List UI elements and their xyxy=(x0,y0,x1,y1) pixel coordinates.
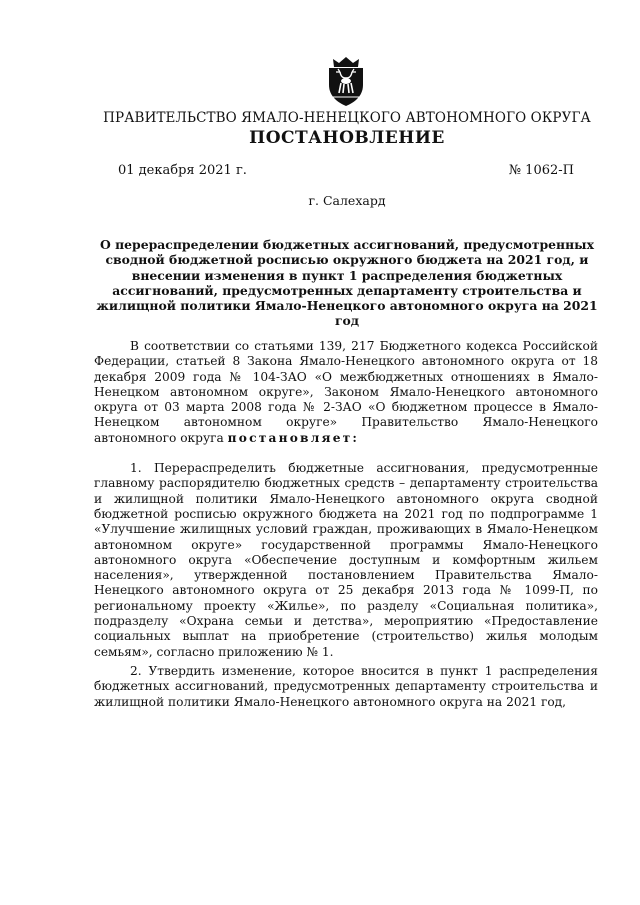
preamble-paragraph xyxy=(94,339,598,446)
document-body xyxy=(94,339,598,710)
document-number: № 1062-П xyxy=(508,163,574,178)
decree-word: постановляет: xyxy=(227,430,360,445)
government-name: ПРАВИТЕЛЬСТВО ЯМАЛО-НЕНЕЦКОГО АВТОНОМНОГО ОКРУГА xyxy=(103,110,591,126)
city: г. Салехард xyxy=(308,193,386,208)
document-date: 01 декабря 2021 г. xyxy=(118,163,247,178)
item-1-paragraph: 1. Перераспределить бюджетные ассигнования, предусмотренные главному распорядителю бюджетных средств – департаменту строительства и жилищной политики Ямало-Ненецкого автономного округа сводной бюджетной росписью окружного бюджета на 2021 год по подпрограмме 1 «Улучшение жилищных условий граждан, проживающих в Ямало-Ненецком автономном округе» государственной программы Ямало-Ненецкого автономного округа «Обеспечение доступным и комфортным жильем населения», утвержденной постановлением Правительства Ямало-Ненецкого автономного округа от 25 декабря 2013 года № 1099-П, по региональному проекту «Жилье», по разделу «Социальная политика», подразделу «Охрана семьи и детства», мероприятию «Предоставление социальных выплат на приобретение (строительство) жилья молодым семьям», согласно приложению № 1. xyxy=(94,461,598,659)
document-type: ПОСТАНОВЛЕНИЕ xyxy=(249,128,445,148)
document-title: О перераспределении бюджетных ассигнований, предусмотренных сводной бюджетной росписью окружного бюджета на 2021 год, и внесении изменения в пункт 1 распределения бюджетных ассигнований, предусмотренных департаменту строительства и жилищной политики Ямало-Ненецкого автономного округа на 2021 год xyxy=(96,237,598,329)
item-2-paragraph: 2. Утвердить изменение, которое вносится в пункт 1 распределения бюджетных ассигнований, предусмотренных департаменту строительства и жилищной политики Ямало-Ненецкого автономного округа на 2021 год, xyxy=(94,663,598,709)
preamble-text: В соответствии со статьями 139, 217 Бюджетного кодекса Российской Федерации, статьей 8 Закона Ямало-Ненецкого автономного округа от 18 декабря 2009 года № 104-ЗАО «О межбюджетных отношениях в Ямало-Ненецком автономном округе», Законом Ямало-Ненецкого автономного округа от 03 марта 2008 года № 2-ЗАО «О бюджетном процессе в Ямало-Ненецком автономном округе» Правительство Ямало-Ненецкого автономного округа xyxy=(94,339,598,445)
coat-of-arms-emblem xyxy=(325,55,367,107)
